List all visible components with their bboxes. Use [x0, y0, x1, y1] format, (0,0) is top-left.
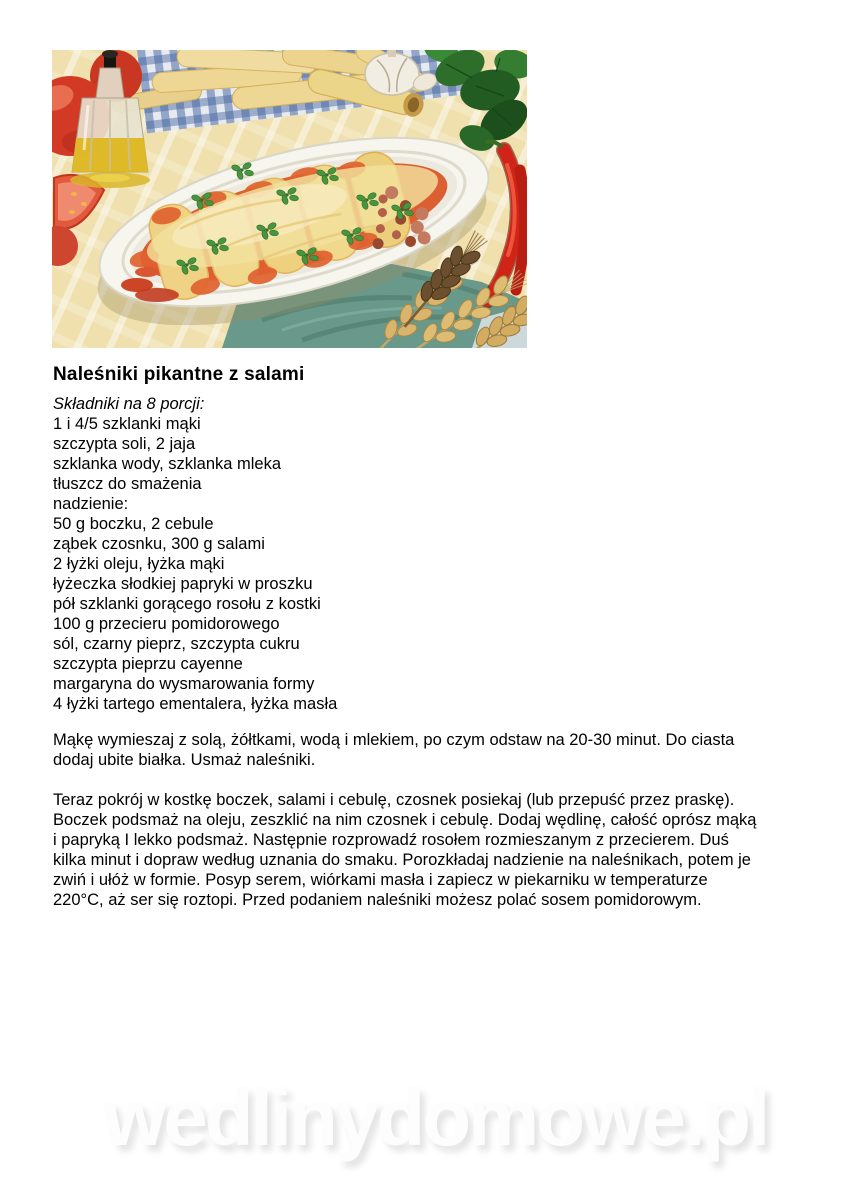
paragraph-line: Teraz pokrój w kostkę boczek, salami i cebulę, czosnek posiekaj (lub przepuść przez praskę). [53, 791, 735, 809]
instructions-paragraph-2 [53, 790, 756, 910]
ingredient-line: 100 g przecieru pomidorowego [53, 615, 280, 633]
paragraph-line: Boczek podsmaż na oleju, zeszklić na nim czosnek i cebulę. Dodaj wędlinę, całość oprósz mąką [53, 811, 757, 829]
ingredients-heading: Składniki na 8 porcji: [53, 395, 205, 413]
paragraph-line: kilka minut i dopraw według uznania do smaku. Porozkładaj nadzienie na naleśnikach, potem je [53, 851, 751, 869]
paragraph-line: Mąkę wymieszaj z solą, żółtkami, wodą i mlekiem, po czym odstaw na 20-30 minut. Do ciasta [53, 731, 735, 749]
ingredient-line: sól, czarny pieprz, szczypta cukru [53, 635, 300, 653]
ingredient-line: 4 łyżki tartego ementalera, łyżka masła [53, 695, 338, 713]
ingredient-line: 1 i 4/5 szklanki mąki [53, 415, 201, 433]
paragraph-line: dodaj ubite białka. Usmaż naleśniki. [53, 751, 316, 769]
ingredient-line: margaryna do wysmarowania formy [53, 675, 315, 693]
ingredient-line: nadzienie: [53, 495, 129, 513]
ingredient-line: ząbek czosnku, 300 g salami [53, 535, 265, 553]
ingredient-line: szklanka wody, szklanka mleka [53, 455, 282, 473]
ingredients-list [53, 394, 337, 714]
ingredient-line: szczypta soli, 2 jaja [53, 435, 196, 453]
instructions-paragraph-1 [53, 730, 734, 770]
ingredient-line: pół szklanki gorącego rosołu z kostki [53, 595, 321, 613]
paragraph-line: 220°C, aż ser się roztopi. Przed podaniem naleśniki możesz polać sosem pomidorowym. [53, 891, 702, 909]
ingredient-line: łyżeczka słodkiej papryki w proszku [53, 575, 313, 593]
recipe-photo [52, 50, 527, 348]
watermark: wedlinydomowe.pl [104, 1073, 768, 1162]
paragraph-line: i papryką I lekko podsmaż. Następnie rozprowadź rosołem rozmieszanym z przecierem. Duś [53, 831, 729, 849]
ingredient-line: szczypta pieprzu cayenne [53, 655, 243, 673]
ingredient-line: 50 g boczku, 2 cebule [53, 515, 214, 533]
page-title: Naleśniki pikantne z salami [53, 363, 305, 385]
ingredient-line: tłuszcz do smażenia [53, 475, 202, 493]
ingredient-line: 2 łyżki oleju, łyżka mąki [53, 555, 225, 573]
recipe-photo-illustration [52, 50, 527, 348]
paragraph-line: zwiń i ułóż w formie. Posyp serem, wiórkami masła i zapiecz w piekarniku w temperaturze [53, 871, 708, 889]
